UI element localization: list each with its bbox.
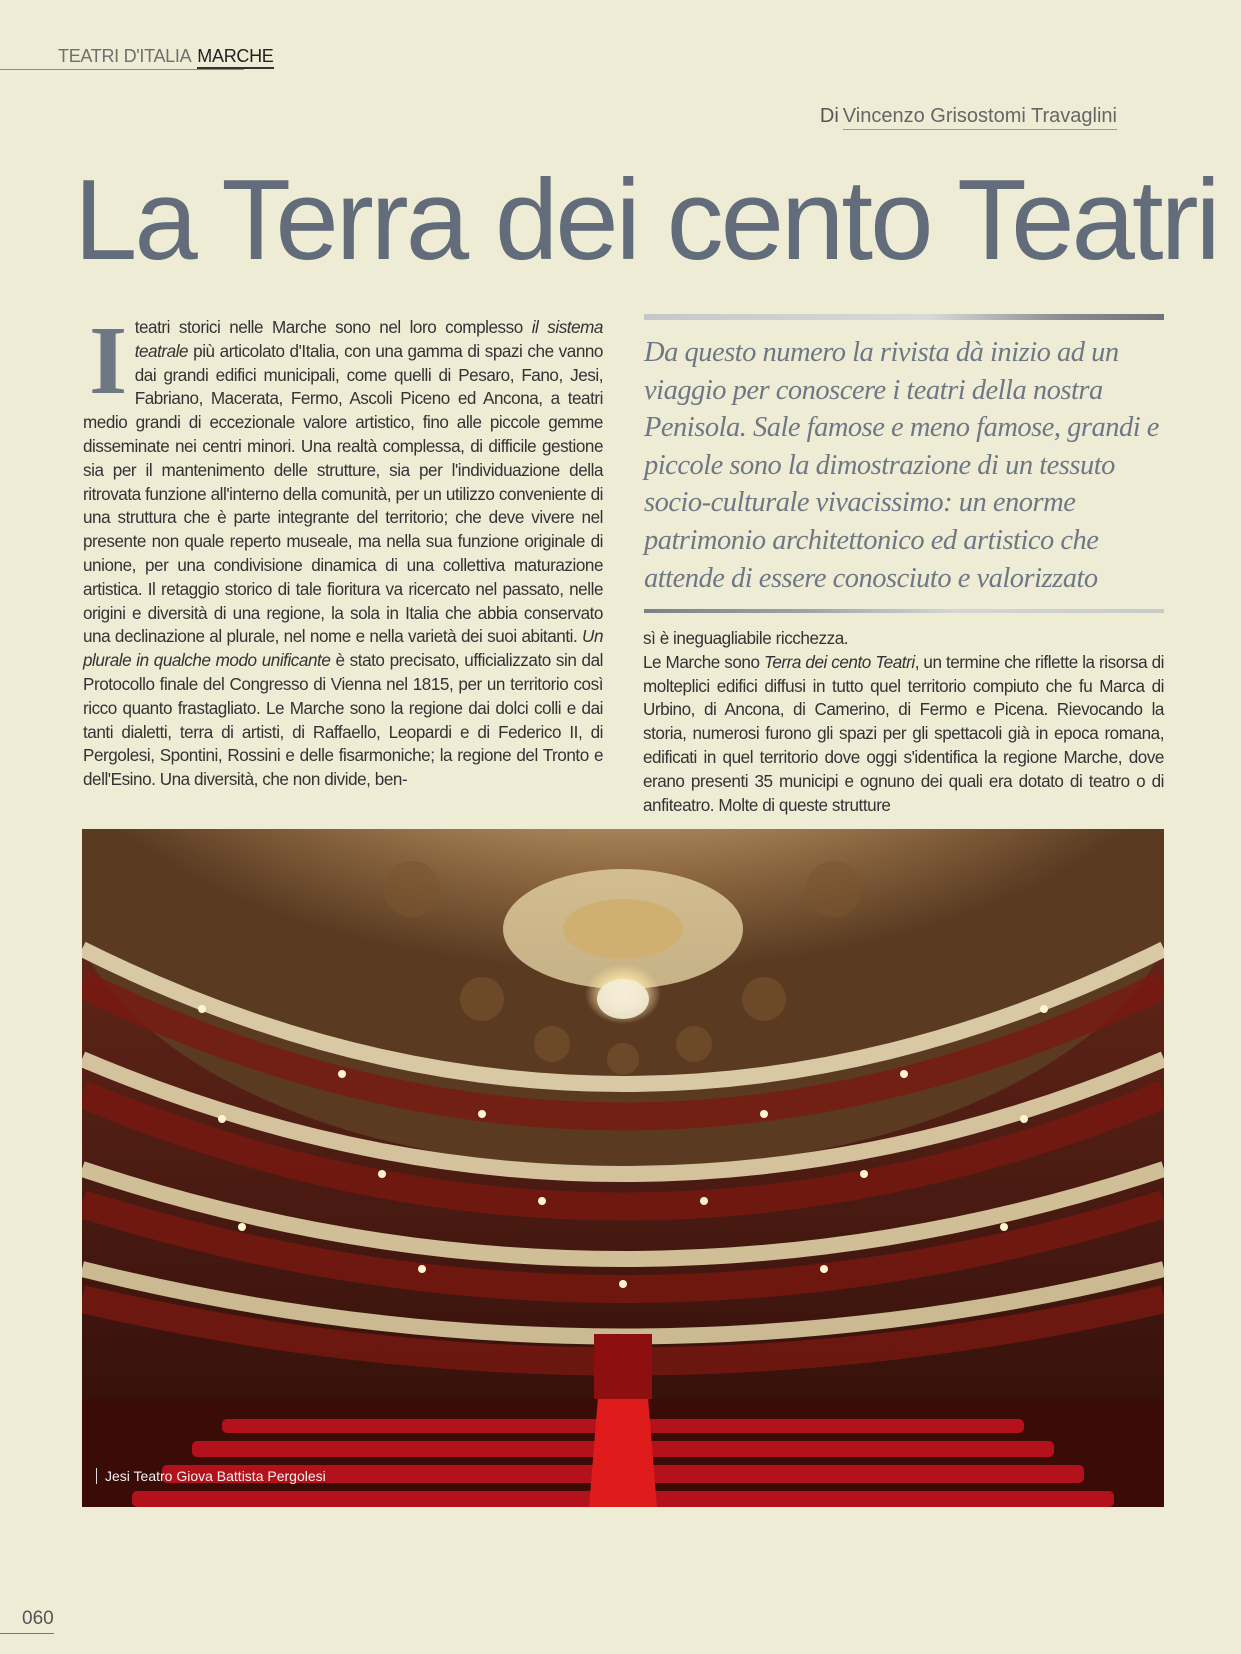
- p1-part-b: più articolato d'Italia, con una gamma di spazi che vanno dai grandi edifici municipali, come quelli di Pesaro, Fano, Jesi, Fabriano, Macerata, Fermo, Ascoli Piceno ed Ancona, a teatri medio grandi di eccezionale valore artistico, fino alle piccole gemme disseminate nei centri minori. Una realtà complessa, di difficile gestione sia per il mantenimento delle strutture, sia per l'individuazione della ritrovata funzione all'interno della comunità, per un utilizzo conveniente di una struttura che è parte integrante del territorio; che deve vivere nel presente non quale reperto museale, ma nella sua funzione originale di unione, per una condivisione dinamica di una collettiva maturazione artistica. Il retaggio storico di tale fioritura va ricercato nel passato, nelle origini e diversità di una regione, la sola in Italia che abbia conservato una declinazione al plurale, nel nome e nella varietà dei suoi abitanti.: [83, 341, 603, 647]
- p1-emphasis-1: il sistema teatrale: [134, 318, 603, 361]
- page-number-rule: [0, 1633, 54, 1634]
- p1-part-a: teatri storici nelle Marche sono nel loro complesso: [134, 318, 532, 337]
- section-name: TEATRI D'ITALIA: [58, 46, 192, 66]
- photo-caption: Jesi Teatro Giova Battista Pergolesi: [96, 1468, 326, 1484]
- p2-part-b: , un termine che riflette la risorsa di molteplici edifici diffusi in tutto quel territorio compiuto che fu Marca di Urbino, di Ancona, di Camerino, di Fermo e Picena. Rievocando la storia, numerosi furono gli spazi per gli spettacoli già in epoca romana, edificati in quel territorio dove oggi s'identifica la regione Marche, dove erano presenti 35 municipi e ognuno dei quali era dotato di teatro o di anfiteatro. Molte di queste strutture: [643, 652, 1165, 815]
- header-rule: [0, 69, 244, 70]
- drop-cap: I: [89, 307, 127, 415]
- p2-emphasis: Terra dei cento Teatri: [763, 652, 915, 672]
- page-number: 060: [22, 1608, 54, 1629]
- section-tag: [58, 46, 274, 67]
- right-column-text: [643, 627, 1164, 817]
- article-title: La Terra dei cento Teatri: [74, 157, 1218, 284]
- right-line-1: sì è ineguagliabile ricchezza.: [643, 629, 849, 648]
- byline-prefix: Di: [819, 105, 839, 127]
- p1-part-c: è stato precisato, ufficializzato sin dal Protocollo finale del Congresso di Vienna nel 1815, per un territorio così ricco quanto frastagliato. Le Marche sono la regione dai dolci colli e dai tanti dialetti, terra di artisti, di Raffaello, Leopardi e di Federico II, di Pergolesi, Spontini, Rossini e delle fisarmoniche; la regione del Tronto e dell'Esino. Una diversità, che non divide, ben-: [83, 651, 603, 790]
- byline-author: Vincenzo Grisostomi Travaglini: [843, 105, 1117, 130]
- theatre-photo: [82, 829, 1164, 1507]
- left-column-text: [83, 307, 603, 792]
- p2-part-a: Le Marche sono: [643, 652, 764, 672]
- region-name: MARCHE: [197, 46, 273, 69]
- pull-quote-bottom-rule: [644, 609, 1164, 613]
- theatre-illustration: [82, 829, 1164, 1507]
- byline: [820, 105, 1117, 128]
- p1-emphasis-2: Un plurale in qualche modo unificante: [83, 627, 603, 671]
- pull-quote-block: [644, 314, 1164, 613]
- pull-quote-top-rule: [644, 314, 1164, 320]
- pull-quote: Da questo numero la rivista dà inizio ad un viaggio per conoscere i teatri della nostra Penisola. Sale famose e meno famose, grandi e piccole sono la dimostrazione di un tessuto socio-culturale vivacissimo: un enorme patrimonio architettonico ed artistico che attende di essere conosciuto e valorizzato: [644, 337, 1159, 594]
